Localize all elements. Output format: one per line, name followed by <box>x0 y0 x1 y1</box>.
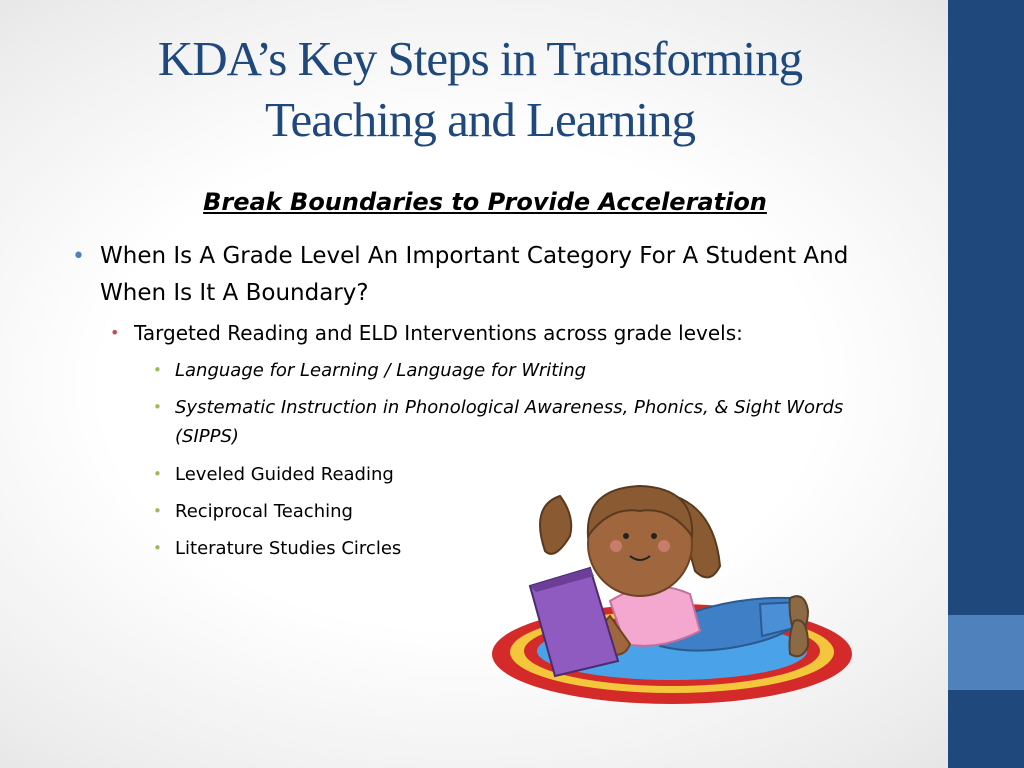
bullet-icon: • <box>153 361 162 379</box>
bullet-level2-text: Targeted Reading and ELD Interventions across grade levels: <box>134 321 743 345</box>
bullet-icon: • <box>110 323 120 342</box>
bullet-level1 <box>72 238 890 312</box>
bullet-icon: • <box>153 502 162 520</box>
bullet-icon: • <box>153 398 162 416</box>
bullet-icon: • <box>153 465 162 483</box>
bullet-level1-text: When Is A Grade Level An Important Category For A Student And When Is It A Boundary? <box>100 243 849 306</box>
bullet-level3-text: Systematic Instruction in Phonological Awareness, Phonics, & Sight Words (SIPPS) <box>175 397 844 447</box>
bullet-icon: • <box>72 244 85 269</box>
slide-title-line1: KDA’s Key Steps in Transforming <box>157 31 803 86</box>
bullet-level3-text: Leveled Guided Reading <box>175 464 394 485</box>
bullet-level2 <box>110 318 894 348</box>
bullet-level3-item <box>153 356 895 385</box>
bullet-icon: • <box>153 539 162 557</box>
bullet-level3-item <box>153 393 875 451</box>
slide-subtitle: Break Boundaries to Provide Acceleration <box>203 188 767 216</box>
girl-reading-on-rug-icon <box>490 476 855 706</box>
slide-title <box>30 28 930 150</box>
hair-left <box>540 496 571 554</box>
slide-title-line2: Teaching and Learning <box>265 92 695 147</box>
bullet-level3-text: Literature Studies Circles <box>175 538 402 559</box>
sidebar-accent-block <box>948 615 1024 690</box>
bullet-level3-text: Reciprocal Teaching <box>175 501 353 522</box>
bullet-level3-text: Language for Learning / Language for Writing <box>175 360 587 381</box>
